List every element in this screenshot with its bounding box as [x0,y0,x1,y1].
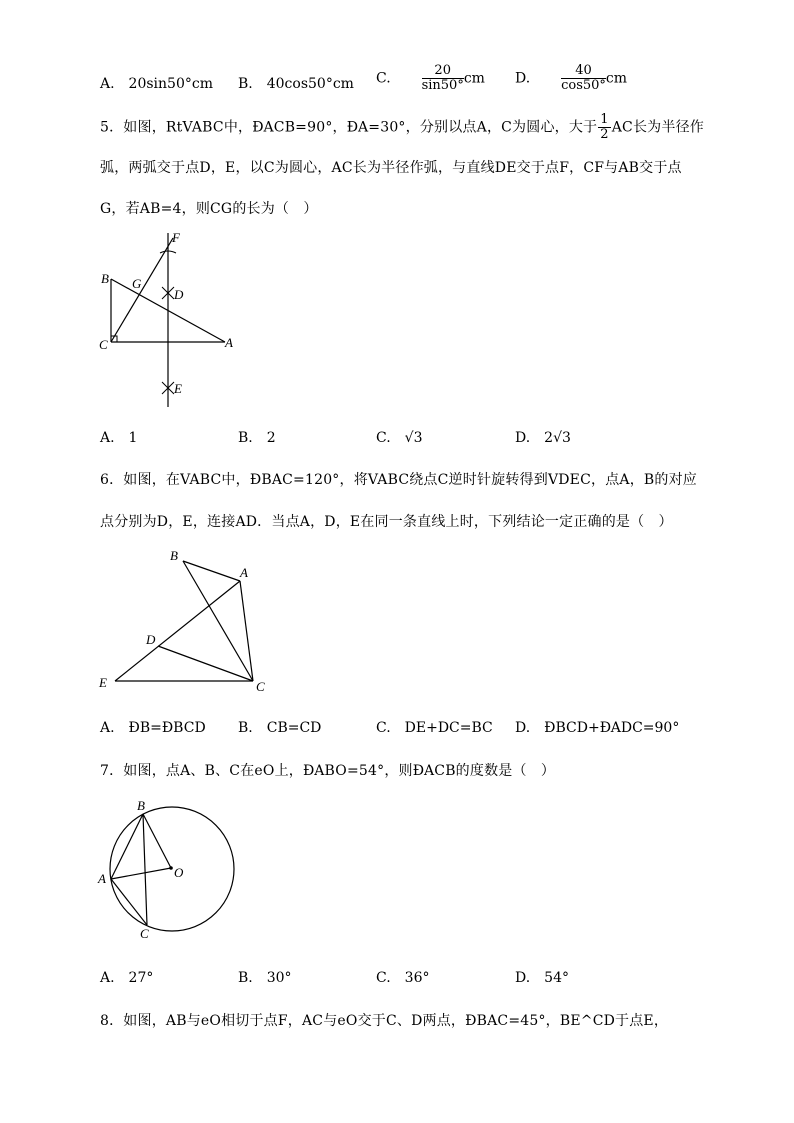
q5-option-d: D. 2√3 [515,430,571,446]
q4-option-d-numerator: 40 [561,64,606,79]
q5-stem-line3: G，若AB=4，则CG的长为（ ） [100,201,318,217]
q7-option-b: B. 30° [238,970,292,986]
q5-half-denominator: 2 [600,127,609,142]
q5-option-b: B. 2 [238,430,276,446]
q4-option-c [376,64,485,93]
q7-segment-ao [111,868,171,879]
q7-option-c: C. 36° [376,970,430,986]
q5-figure [90,225,250,415]
q7-label-b: B [137,798,145,813]
q6-label-a: A [240,565,248,580]
q4-option-c-fraction [422,64,464,93]
q5-label-g: G [132,276,142,291]
q6-segment-ac [240,581,253,681]
q6-option-b: B. CB=CD [238,720,322,736]
q7-segment-bo [143,814,171,868]
q6-figure [90,540,290,700]
q4-option-d-unit: cm [605,70,628,87]
q5-half-numerator: 1 [600,112,609,127]
q4-option-c-denominator: sin50° [421,78,464,93]
q5-stem-line1-part-c: AC长为半径作 [611,119,704,136]
q5-stem-line2: 弧，两弧交于点D，E，以C为圆心，AC长为半径作弧，与直线DE交于点F，CF与AB交于点 [100,160,682,176]
q5-label-b: B [101,271,109,286]
q4-option-a: A. 20sin50°cm [100,76,213,92]
q5-option-c: C. √3 [376,430,423,446]
q6-option-d: D. ÐBCD+ÐADC=90° [515,720,680,736]
q7-figure [90,795,250,945]
q5-stem-line1-part-a: 5．如图，Rt [100,119,183,136]
q7-center-dot [169,866,173,870]
q6-label-e: E [99,675,107,690]
q4-option-c-label: C. [376,70,391,87]
q5-label-f: F [172,230,180,245]
q5-stem-line1-part-b: VABC中，ÐACB=90°，ÐA=30°，分别以点A，C为圆心，大于 [182,119,598,136]
q7-label-o: O [174,865,184,880]
q7-segment-bc [143,814,147,925]
q5-segment-cf [111,238,173,342]
q5-label-e: E [174,381,182,396]
q7-label-c: C [140,926,149,941]
q5-label-c: C [99,337,108,352]
q6-segment-dc [158,646,253,681]
q5-stem-line1 [100,113,704,142]
q6-segment-ae [115,581,240,681]
q7-option-a: A. 27° [100,970,154,986]
q6-label-b: B [170,548,178,563]
q4-option-c-unit: cm [463,70,485,87]
q8-stem-line1: 8．如图，AB与eO相切于点F，AC与eO交于C、D两点，ÐBAC=45°，BE^CD于点E， [100,1013,669,1029]
q4-option-d [515,64,627,93]
q5-label-d: D [174,287,184,302]
q5-option-a: A. 1 [100,430,138,446]
q5-half-fraction [598,113,610,142]
q4-option-d-denominator: cos50° [561,78,606,93]
q4-option-d-label: D. [515,70,531,87]
q6-label-c: C [256,679,265,694]
q6-stem-line2: 点分别为D，E，连接AD．当点A，D，E在同一条直线上时，下列结论一定正确的是（ ） [100,514,673,530]
q4-option-b: B. 40cos50°cm [238,76,354,92]
q6-stem-line1: 6．如图，在VABC中，ÐBAC=120°，将VABC绕点C逆时针旋转得到VDEC，点A，B的对应 [100,472,698,488]
q6-option-c: C. DE+DC=BC [376,720,493,736]
q5-label-a: A [225,335,233,350]
q7-option-d: D. 54° [515,970,569,986]
q4-option-c-numerator: 20 [422,64,464,79]
q6-label-d: D [146,632,156,647]
q7-segment-ac [111,879,147,925]
q6-option-a: A. ÐB=ÐBCD [100,720,206,736]
q4-option-d-fraction [561,64,606,93]
q7-label-a: A [98,871,106,886]
q7-stem-line1: 7．如图，点A、B、C在eO上，ÐABO=54°，则ÐACB的度数是（ ） [100,763,556,779]
q6-segment-ba [183,561,240,581]
q7-segment-ab [111,814,143,879]
